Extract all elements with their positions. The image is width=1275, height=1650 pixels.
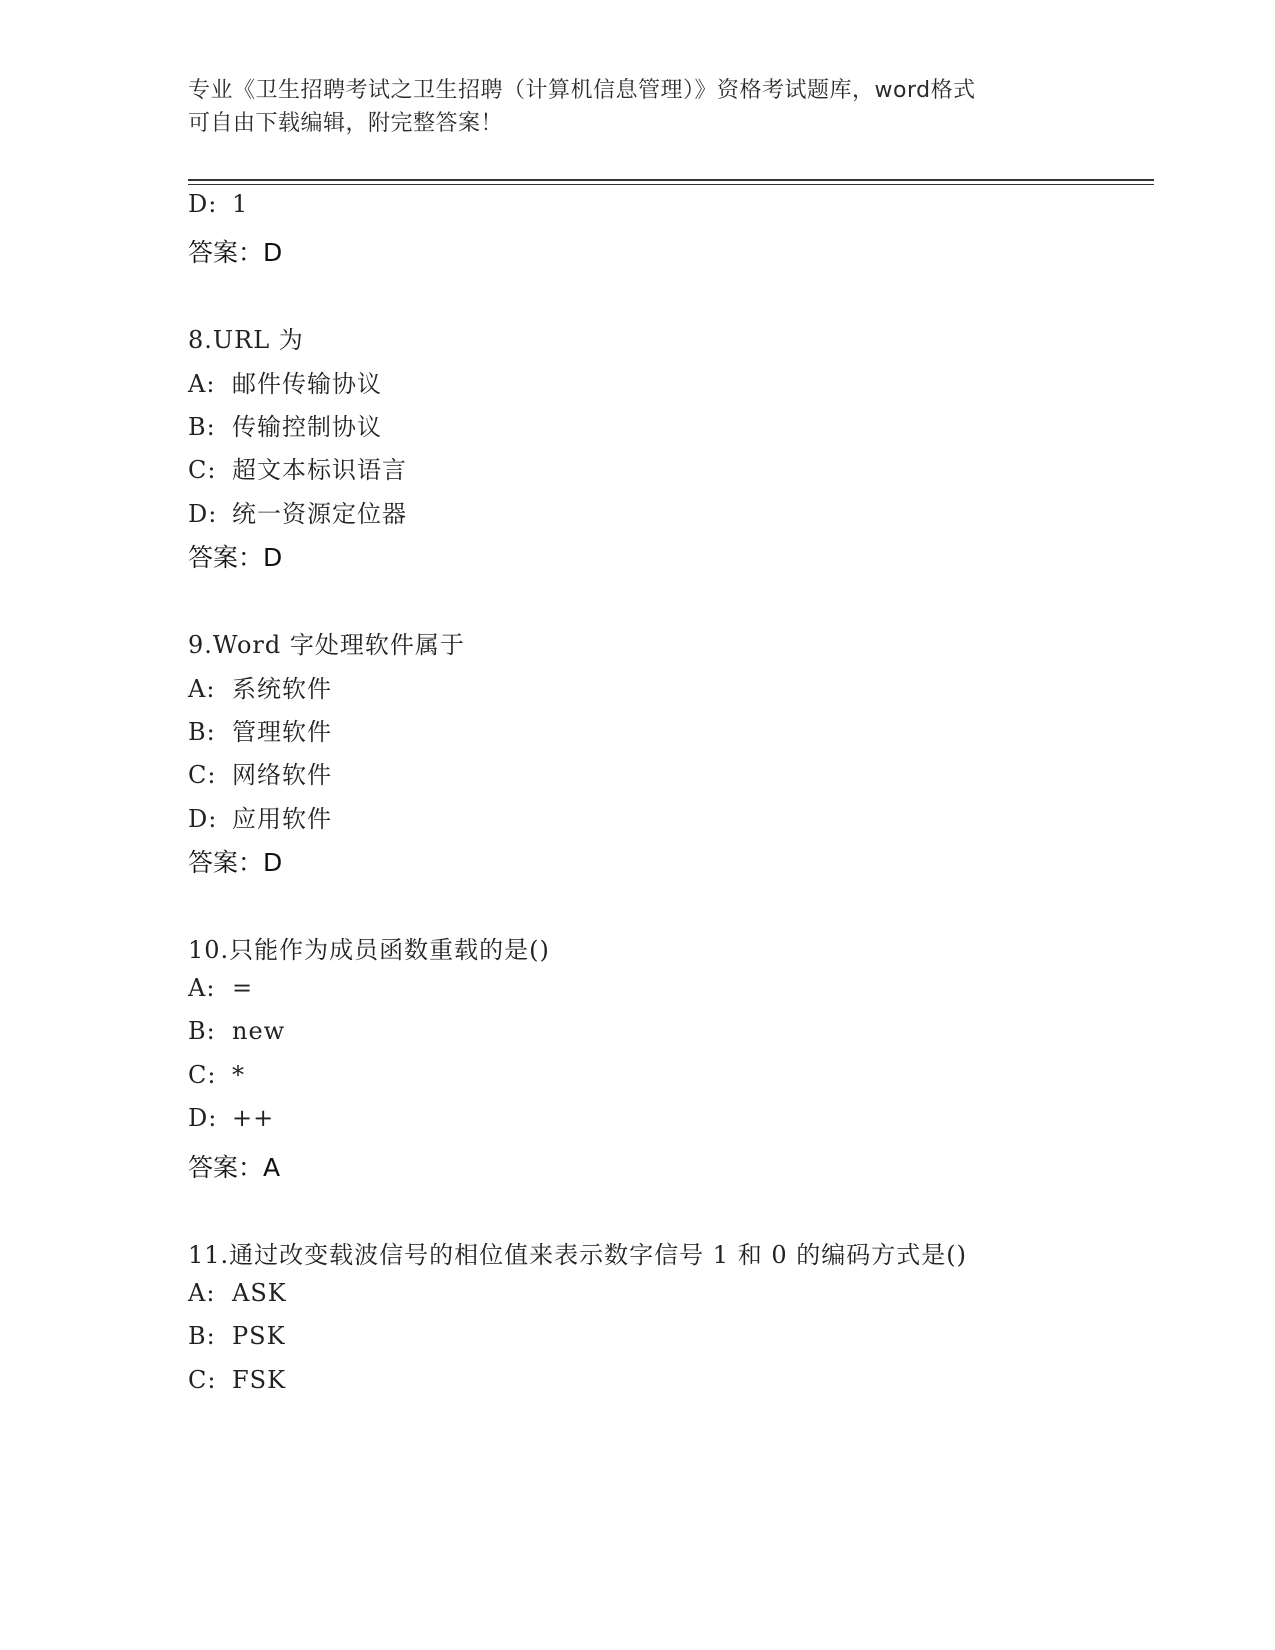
option-label: C: bbox=[188, 1061, 217, 1089]
question-8-answer: 答案：D bbox=[188, 543, 283, 572]
question-11-option-c bbox=[188, 1366, 286, 1394]
question-8-option-b bbox=[188, 407, 382, 442]
option-text: 邮件传输协议 bbox=[232, 370, 382, 398]
option-label: D: bbox=[188, 190, 218, 218]
question-10-title: 10.只能作为成员函数重载的是() bbox=[188, 936, 550, 964]
question-9-option-c bbox=[188, 755, 332, 790]
option-label: C: bbox=[188, 456, 217, 484]
option-label: B: bbox=[188, 1322, 216, 1350]
option-text: 系统软件 bbox=[232, 675, 332, 703]
option-text: 应用软件 bbox=[232, 805, 332, 833]
question-11-title: 11.通过改变载波信号的相位值来表示数字信号 1 和 0 的编码方式是() bbox=[188, 1241, 967, 1269]
question-9-option-d bbox=[188, 799, 332, 834]
option-text: PSK bbox=[232, 1322, 286, 1350]
question-8-option-c bbox=[188, 450, 407, 485]
header-divider-thin bbox=[188, 184, 1154, 185]
option-text: new bbox=[232, 1017, 286, 1045]
option-text: 超文本标识语言 bbox=[232, 456, 407, 484]
option-label: D: bbox=[188, 1104, 218, 1132]
question-11-option-b bbox=[188, 1322, 286, 1350]
option-label: A: bbox=[188, 675, 216, 703]
option-label: B: bbox=[188, 718, 216, 746]
option-text: FSK bbox=[232, 1366, 287, 1394]
option-text: 统一资源定位器 bbox=[232, 500, 407, 528]
question-10-option-d bbox=[188, 1104, 274, 1132]
question-9-title: 9.Word 字处理软件属于 bbox=[188, 631, 465, 659]
option-text: ASK bbox=[232, 1279, 287, 1307]
option-label: A: bbox=[188, 1279, 216, 1307]
option-text: 1 bbox=[232, 190, 249, 218]
header-divider-thick bbox=[188, 179, 1154, 181]
option-text: 网络软件 bbox=[232, 761, 332, 789]
option-label: D: bbox=[188, 500, 218, 528]
header-line-1: 专业《卫生招聘考试之卫生招聘（计算机信息管理）》资格考试题库，word格式 bbox=[188, 78, 976, 103]
question-11-option-a bbox=[188, 1279, 287, 1307]
option-text: = bbox=[232, 974, 254, 1002]
question-9-answer: 答案：D bbox=[188, 848, 283, 877]
question-10-option-c bbox=[188, 1061, 245, 1089]
option-label: A: bbox=[188, 370, 216, 398]
option-text: 管理软件 bbox=[232, 718, 332, 746]
option-text: ++ bbox=[232, 1104, 275, 1132]
question-10-option-a bbox=[188, 974, 253, 1002]
option-label: C: bbox=[188, 761, 217, 789]
option-label: D: bbox=[188, 805, 218, 833]
prev-answer: 答案：D bbox=[188, 238, 283, 267]
document-header bbox=[188, 74, 1088, 140]
option-label: B: bbox=[188, 413, 216, 441]
question-8-title: 8.URL 为 bbox=[188, 326, 304, 354]
option-text: 传输控制协议 bbox=[232, 413, 382, 441]
prev-option-d bbox=[188, 190, 248, 218]
question-9-option-b bbox=[188, 712, 332, 747]
question-10-option-b bbox=[188, 1017, 285, 1045]
option-label: A: bbox=[188, 974, 216, 1002]
question-9-option-a bbox=[188, 669, 332, 704]
question-8-option-a bbox=[188, 364, 382, 399]
option-label: B: bbox=[188, 1017, 216, 1045]
option-text: * bbox=[232, 1061, 245, 1089]
question-8-option-d bbox=[188, 494, 407, 529]
option-label: C: bbox=[188, 1366, 217, 1394]
question-10-answer: 答案：A bbox=[188, 1153, 281, 1182]
header-line-2: 可自由下载编辑，附完整答案！ bbox=[188, 111, 504, 136]
